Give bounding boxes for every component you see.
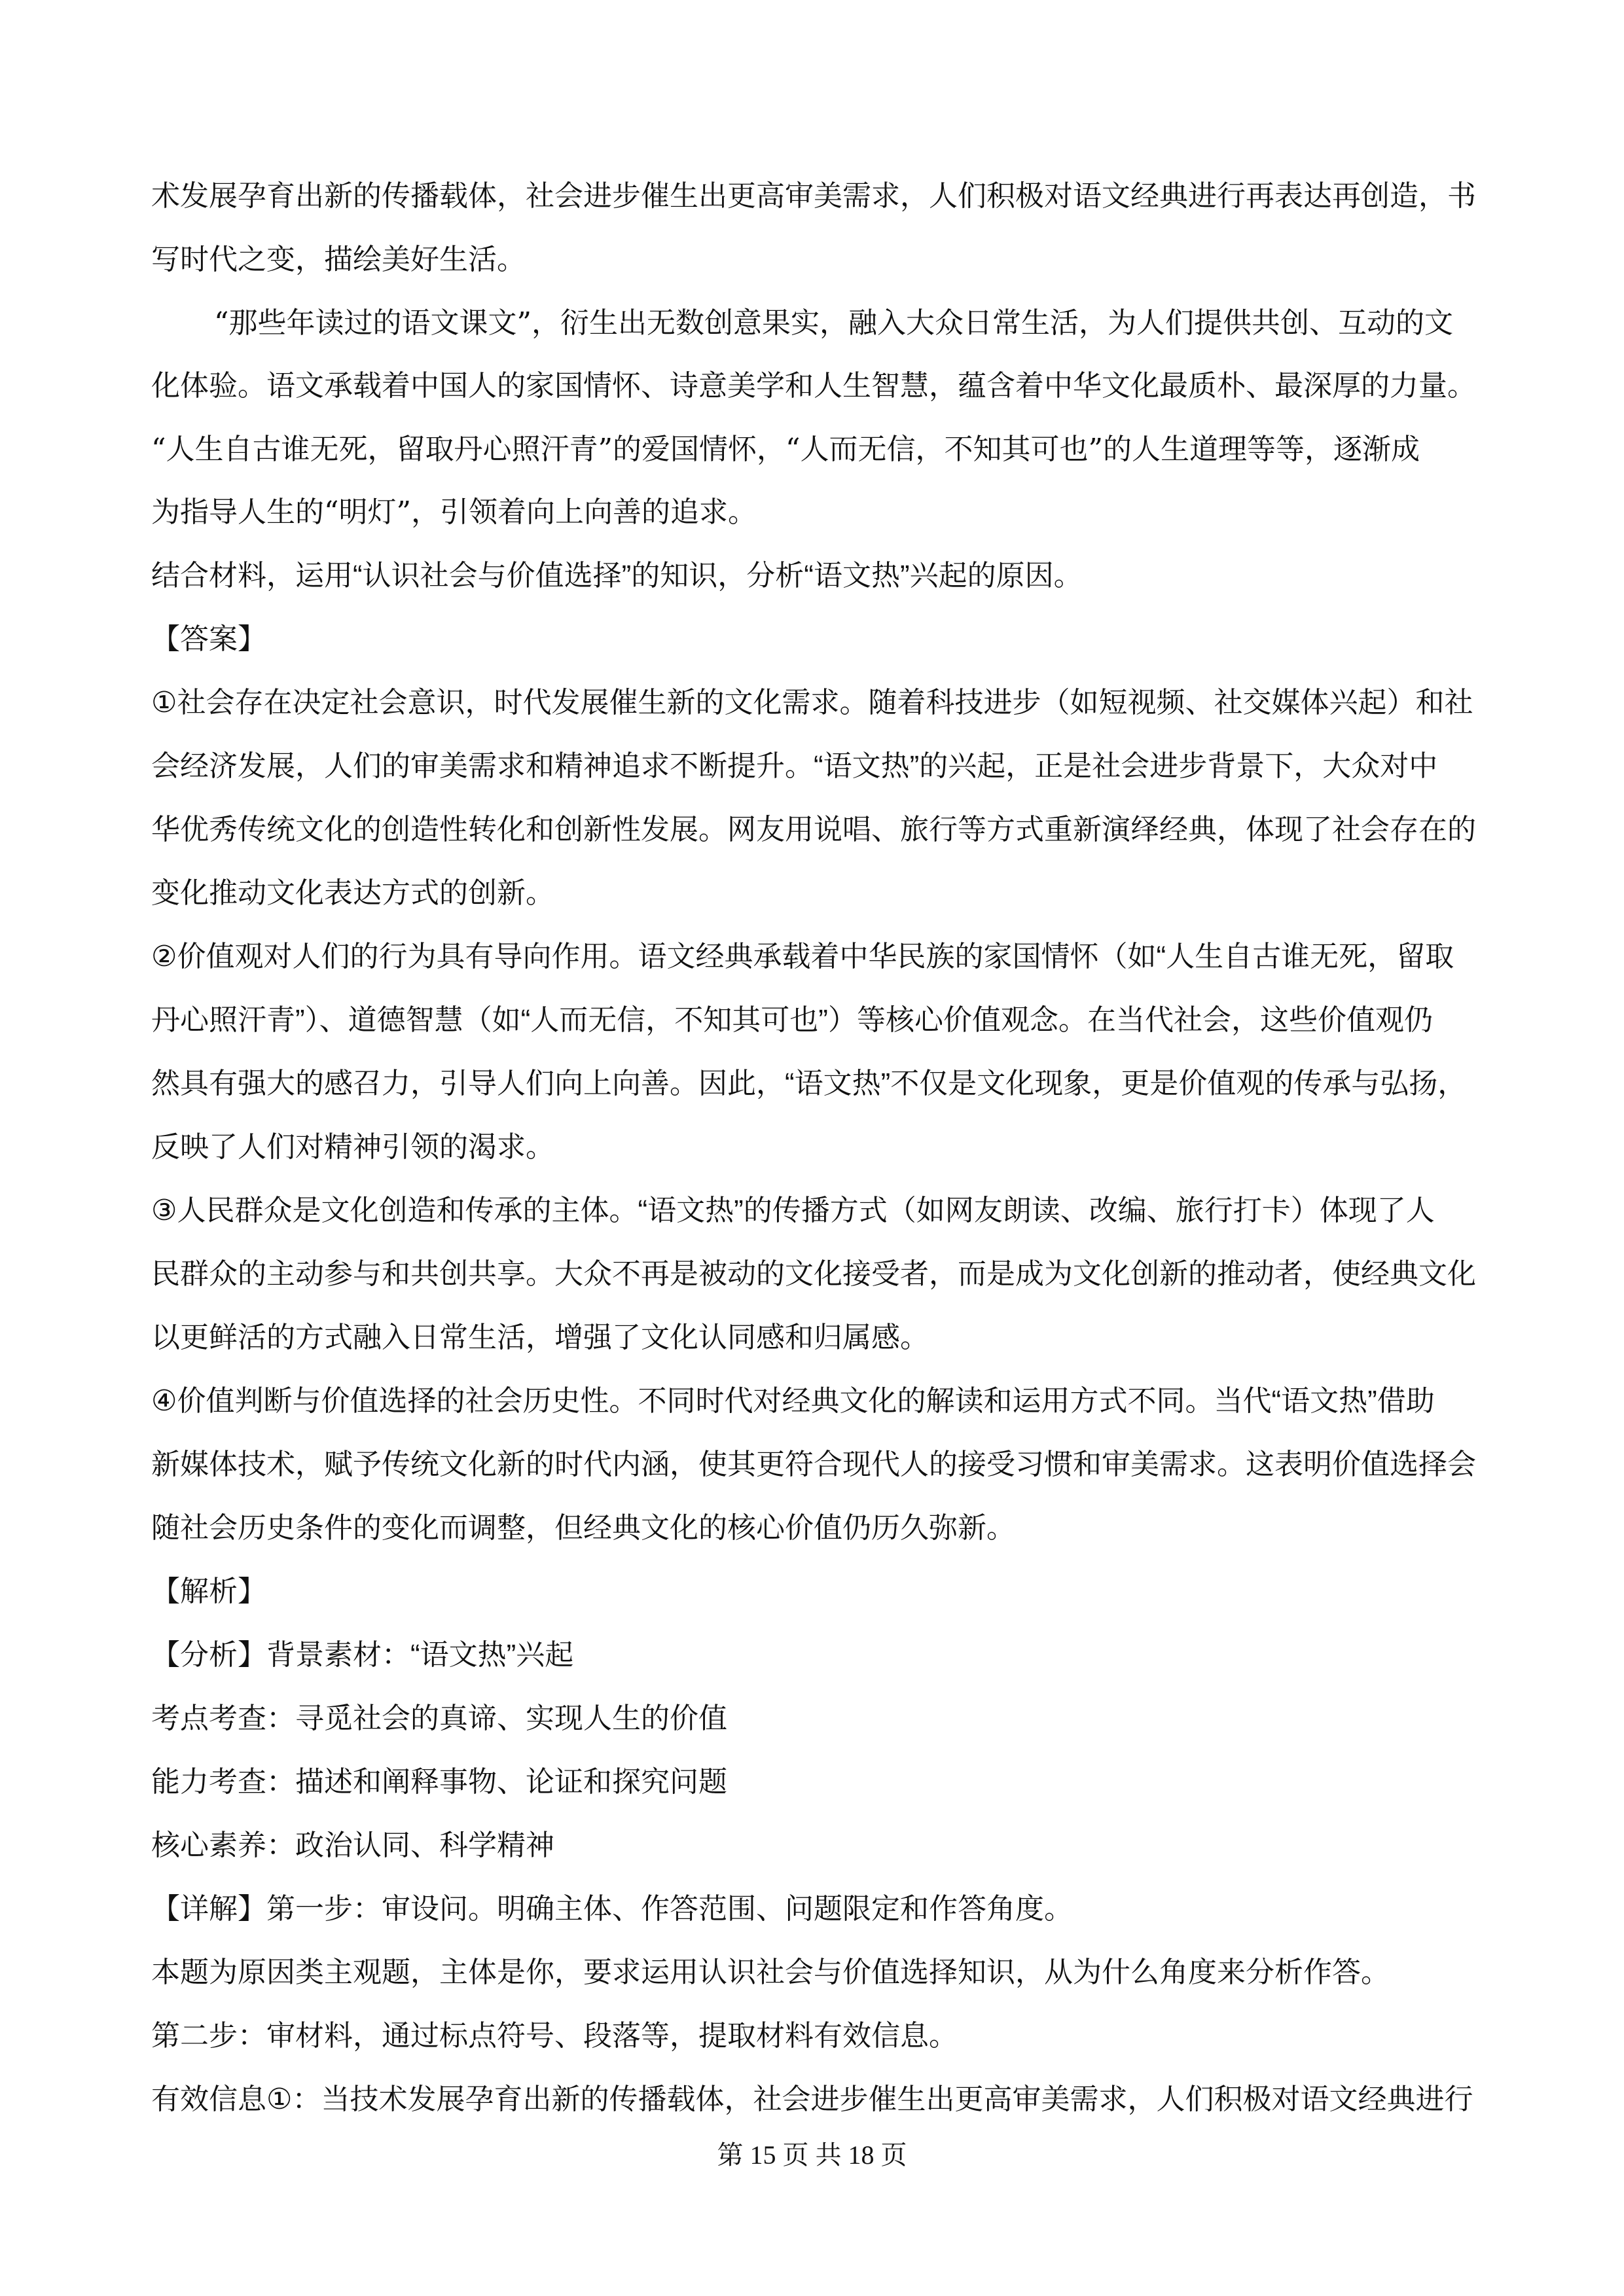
analysis-line: 核心素养：政治认同、科学精神: [151, 1829, 554, 1861]
answer-line: 然具有强大的感召力，引导人们向上向善。因此，“语文热”不仅是文化现象，更是价值观的传承与弘扬，: [151, 1067, 1467, 1100]
answer-line: 新媒体技术，赋予传统文化新的时代内涵，使其更符合现代人的接受习惯和审美需求。这表明价值选择会: [151, 1448, 1476, 1480]
answer-line: ②价值观对人们的行为具有导向作用。语文经典承载着中华民族的家国情怀（如“人生自古谁无死，留取: [151, 941, 1454, 973]
material-line: 写时代之变，描绘美好生活。: [151, 243, 526, 276]
analysis-line: 本题为原因类主观题，主体是你，要求运用认识社会与价值选择知识，从为什么角度来分析作答。: [151, 1956, 1390, 1988]
analysis-line: 有效信息①：当技术发展孕育出新的传播载体，社会进步催生出更高审美需求，人们积极对语文经典进行: [151, 2083, 1473, 2115]
material-line: 术发展孕育出新的传播载体，社会进步催生出更高审美需求，人们积极对语文经典进行再表达再创造，书: [151, 179, 1476, 213]
answer-line: 华优秀传统文化的创造性转化和创新性发展。网友用说唱、旅行等方式重新演绎经典，体现了社会存在的: [151, 814, 1476, 846]
question-text: 结合材料，运用“认识社会与价值选择”的知识，分析“语文热”兴起的原因。: [151, 560, 1083, 592]
material-line: “人生自古谁无死，留取丹心照汗青”的爱国情怀，“人而无信，不知其可也”的人生道理等等，逐渐成: [151, 433, 1420, 466]
material-line: 为指导人生的“明灯”，引领着向上向善的追求。: [151, 495, 757, 529]
answer-line: 民群众的主动参与和共创共享。大众不再是被动的文化接受者，而是成为文化创新的推动者，使经典文化: [151, 1258, 1476, 1290]
material-line: “那些年读过的语文课文”，衍生出无数创意果实，融入大众日常生活，为人们提供共创、互动的文: [214, 306, 1453, 340]
material-line: 化体验。语文承载着中国人的家国情怀、诗意美学和人生智慧，蕴含着中华文化最质朴、最深厚的力量。: [151, 369, 1476, 403]
page-number: 第 15 页 共 18 页: [717, 2140, 907, 2170]
analysis-line: 考点考查：寻觅社会的真谛、实现人生的价值: [151, 1702, 727, 1734]
analysis-line: 【分析】背景素材：“语文热”兴起: [151, 1639, 574, 1671]
answer-line: 随社会历史条件的变化而调整，但经典文化的核心价值仍历久弥新。: [151, 1512, 1015, 1544]
answer-line: 以更鲜活的方式融入日常生活，增强了文化认同感和归属感。: [151, 1321, 929, 1354]
analysis-line: 【详解】第一步：审设问。明确主体、作答范围、问题限定和作答角度。: [151, 1893, 1073, 1925]
analysis-line: 第二步：审材料，通过标点符号、段落等，提取材料有效信息。: [151, 2020, 958, 2052]
analysis-heading: 【解析】: [151, 1575, 266, 1607]
answer-line: 变化推动文化表达方式的创新。: [151, 877, 554, 909]
answer-heading: 【答案】: [151, 623, 266, 655]
answer-line: ③人民群众是文化创造和传承的主体。“语文热”的传播方式（如网友朗读、改编、旅行打卡）体现了人: [151, 1194, 1435, 1227]
analysis-line: 能力考查：描述和阐释事物、论证和探究问题: [151, 1766, 727, 1798]
answer-line: 丹心照汗青”）、道德智慧（如“人而无信，不知其可也”）等核心价值观念。在当代社会，这些价值观仍: [151, 1004, 1433, 1036]
answer-line: ④价值判断与价值选择的社会历史性。不同时代对经典文化的解读和运用方式不同。当代“语文热”借助: [151, 1385, 1435, 1417]
answer-line: ①社会存在决定社会意识，时代发展催生新的文化需求。随着科技进步（如短视频、社交媒体兴起）和社: [151, 687, 1473, 719]
answer-line: 会经济发展，人们的审美需求和精神追求不断提升。“语文热”的兴起，正是社会进步背景下，大众对中: [151, 750, 1438, 782]
answer-line: 反映了人们对精神引领的渴求。: [151, 1131, 554, 1163]
